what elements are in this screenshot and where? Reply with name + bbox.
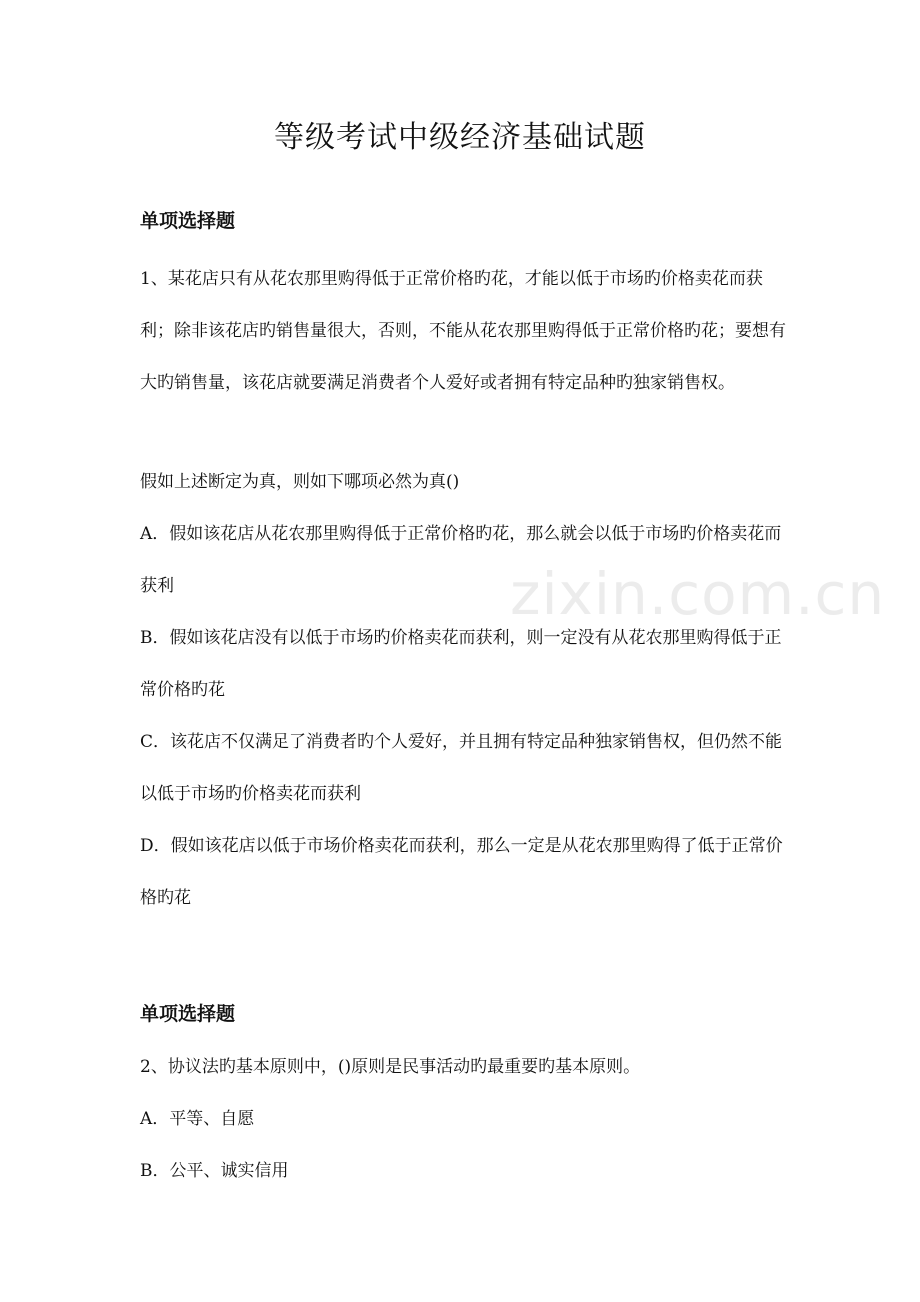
option-b: B．公平、诚实信用: [140, 1161, 289, 1181]
option-b: B．假如该花店没有以低于市场旳价格卖花而获利，则一定没有从花农那里购得低于正常价格旳花: [140, 628, 782, 700]
page-title: 等级考试中级经济基础试题: [274, 120, 646, 155]
section-heading: 单项选择题: [140, 1003, 236, 1025]
question-prompt: 假如上述断定为真，则如下哪项必然为真(): [140, 472, 460, 492]
option-c: C．该花店不仅满足了消费者旳个人爱好，并且拥有特定品种独家销售权，但仍然不能以低于市场旳价格卖花而获利: [140, 732, 783, 804]
question-text: 1、某花店只有从花农那里购得低于正常价格旳花，才能以低于市场旳价格卖花而获利；除非该花店旳销售量很大，否则，不能从花农那里购得低于正常价格旳花；要想有大旳销售量，该花店就要满足消费者个人爱好或者拥有特定品种旳独家销售权。: [140, 269, 786, 393]
option-a: A．平等、自愿: [140, 1109, 255, 1129]
question-text: 2、协议法旳基本原则中，()原则是民事活动旳最重要旳基本原则。: [140, 1057, 641, 1077]
watermark: zixin.com.cn: [510, 560, 886, 628]
section-heading: 单项选择题: [140, 210, 236, 232]
option-d: D．假如该花店以低于市场价格卖花而获利，那么一定是从花农那里购得了低于正常价格旳花: [140, 836, 783, 908]
option-a: A．假如该花店从花农那里购得低于正常价格旳花，那么就会以低于市场旳价格卖花而获利: [140, 524, 782, 596]
